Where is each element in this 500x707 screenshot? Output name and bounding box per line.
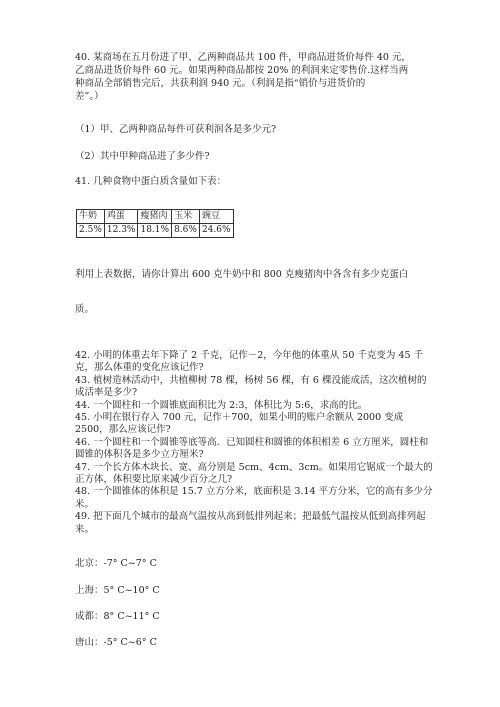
- protein-table-value-row: [77, 224, 234, 238]
- question-list: [75, 350, 435, 536]
- q40-text-line3: 种商品全部销售完后，共获利润 940 元。（利润是指“销价与进货价的: [75, 78, 366, 89]
- table-header-cell: 豌豆: [199, 210, 233, 224]
- question-43: 43. 植树造林活动中，共植柳树 78 棵，杨树 56 棵，有 6 棵没能成活，这次植树的成活率是多少?: [75, 374, 427, 399]
- q40-text-line4: 差”。）: [75, 91, 104, 102]
- q40-text-line2: 乙商品进货价每件 60 元。如果两种商品都按 20% 的利润来定零售价.这样当两: [75, 65, 409, 76]
- q40-text-line1: 40. 某商场在五月份进了甲、乙两种商品共 100 件，甲商品进货价每件 40 元，: [75, 52, 411, 63]
- question-42: 42. 小明的体重去年下降了 2 千克，记作－2，今年他的体重从 50 千克变为 45 千克，那么体重的变化应该记作?: [75, 350, 424, 374]
- table-header-cell: 瘦猪肉: [138, 210, 172, 224]
- table-header-cell: 玉米: [172, 210, 200, 224]
- question-44: 44. 一个圆柱和一个圆锥底面积比为 2:3，体积比为 5:6，求高的比。: [75, 399, 368, 411]
- q41-instruction-line1: 利用上表数据，请你计算出 600 克牛奶中和 800 克瘦猪肉中各含有多少克蛋白: [75, 269, 409, 280]
- q40-subquestion-1: （1）甲、乙两种商品每件可获利润各是多少元?: [75, 124, 277, 135]
- table-value-cell: 18.1%: [138, 224, 172, 238]
- protein-table-header-row: [77, 210, 234, 224]
- q41-title: 41. 几种食物中蛋白质含量如下表：: [75, 176, 227, 187]
- table-header-cell: 鸡蛋: [104, 210, 138, 224]
- city-temp-shanghai: 上海：5° C~10° C: [75, 585, 160, 596]
- q41-instruction-line2: 质。: [75, 304, 95, 315]
- city-temp-beijing: 北京：-7° C~7° C: [75, 558, 157, 569]
- protein-table: [76, 209, 234, 238]
- table-header-cell: 牛奶: [77, 210, 105, 224]
- table-value-cell: 12.3%: [104, 224, 138, 238]
- table-value-cell: 24.6%: [199, 224, 233, 238]
- table-value-cell: 2.5%: [77, 224, 105, 238]
- question-45: 45. 小明在银行存入 700 元，记作＋700，如果小明的账户余额从 2000 变成 2500，那么应该记作?: [75, 412, 404, 436]
- q40-subquestion-2: （2）其中甲种商品进了多少件?: [75, 151, 210, 162]
- question-46: 46. 一个圆柱和一个圆锥等底等高．已知圆柱和圆锥的体积相差 6 立方厘米，圆柱和圆锥的体积各是多少立方厘米?: [75, 436, 429, 461]
- question-49: 49. 把下面几个城市的最高气温按从高到低排列起来；把最低气温按从低到高排列起来。: [75, 511, 426, 535]
- question-48: 48. 一个圆锥体的体积是 15.7 立方分米，底面积是 3.14 平方分米，它的高有多少分米。: [75, 486, 433, 510]
- city-temp-tangshan: 唐山：-5° C~6° C: [75, 637, 157, 648]
- question-47: 47. 一个长方体木块长、宽、高分别是 5cm、4cm、3cm。如果用它锯成一个最大的正方体，体积要比原来减少百分之几?: [75, 461, 433, 486]
- city-temp-chengdu: 成都：8° C~11° C: [75, 611, 160, 622]
- table-value-cell: 8.6%: [172, 224, 200, 238]
